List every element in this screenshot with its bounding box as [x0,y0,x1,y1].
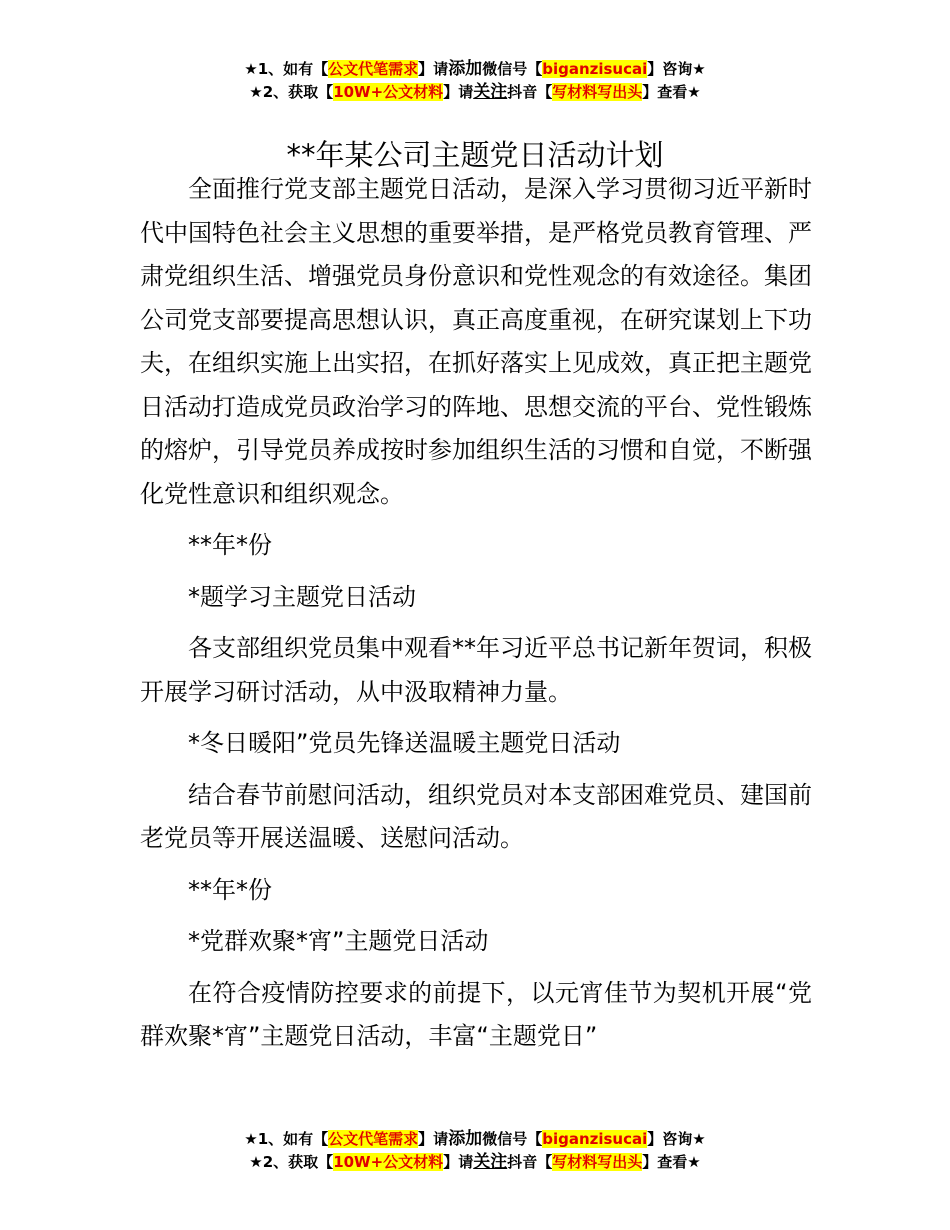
month-heading: **年*份 [188,531,272,559]
highlight-materials: 10W+公文材料 [333,1153,444,1171]
highlight-wechat-id: biganzisucai [542,60,648,78]
star-icon: ★ [687,1153,701,1171]
banner-line-2: ★2、获取【10W+公文材料】请关注抖音【写材料写出头】查看★ [249,82,701,102]
highlight-ghostwriting: 公文代笔需求 [328,1130,419,1148]
star-icon: ★ [687,83,701,101]
activity-heading: *党群欢聚*宵”主题党日活动 [188,927,489,955]
highlight-douyin: 写材料写出头 [552,1153,643,1171]
footer-banner [0,1128,950,1174]
header-banner [0,58,950,104]
paragraph-intro: 全面推行党支部主题党日活动，是深入学习贯彻习近平新时代中国特色社会主义思想的重要举措，是严格党员教育管理、严肃党组织生活、增强党员身份意识和党性观念的有效途径。集团公司党支部要提高思想认识，真正高度重视，在研究谋划上下功夫，在组织实施上出实招，在抓好落实上见成效，真正把主题党日活动打造成党员政治学习的阵地、思想交流的平台、党性锻炼的熔炉，引导党员养成按时参加组织生活的习惯和自觉，不断强化党性意识和组织观念。 [140,175,812,508]
star-icon: ★ [249,83,263,101]
activity-heading: *冬日暖阳”党员先锋送温暖主题党日活动 [188,729,621,757]
highlight-wechat-id: biganzisucai [542,1130,648,1148]
activity-heading: *题学习主题党日活动 [188,582,416,611]
highlight-materials: 10W+公文材料 [333,83,444,101]
banner-line-2: ★2、获取【10W+公文材料】请关注抖音【写材料写出头】查看★ [249,1152,701,1172]
banner-line-1: ★1、如有【公文代笔需求】请添加微信号【biganzisucai】咨询★ [244,59,706,79]
banner-line-1: ★1、如有【公文代笔需求】请添加微信号【biganzisucai】咨询★ [244,1129,706,1149]
star-icon: ★ [692,1130,706,1148]
month-heading: **年*份 [188,875,272,904]
highlight-douyin: 写材料写出头 [552,83,643,101]
star-icon: ★ [249,1153,263,1171]
activity-description: 在符合疫情防控要求的前提下，以元宵佳节为契机开展“党群欢聚*宵”主题党日活动，丰富“主题党日” [140,978,812,1050]
activity-description: 各支部组织党员集中观看**年习近平总书记新年贺词，积极开展学习研讨活动，从中汲取精神力量。 [140,634,812,706]
star-icon: ★ [244,1130,258,1148]
highlight-ghostwriting: 公文代笔需求 [328,60,419,78]
activity-description: 结合春节前慰问活动，组织党员对本支部困难党员、建国前老党员等开展送温暖、送慰问活动。 [140,780,812,852]
document-body [140,168,812,1067]
document-title: **年某公司主题党日活动计划 [286,138,664,173]
star-icon: ★ [244,60,258,78]
star-icon: ★ [692,60,706,78]
